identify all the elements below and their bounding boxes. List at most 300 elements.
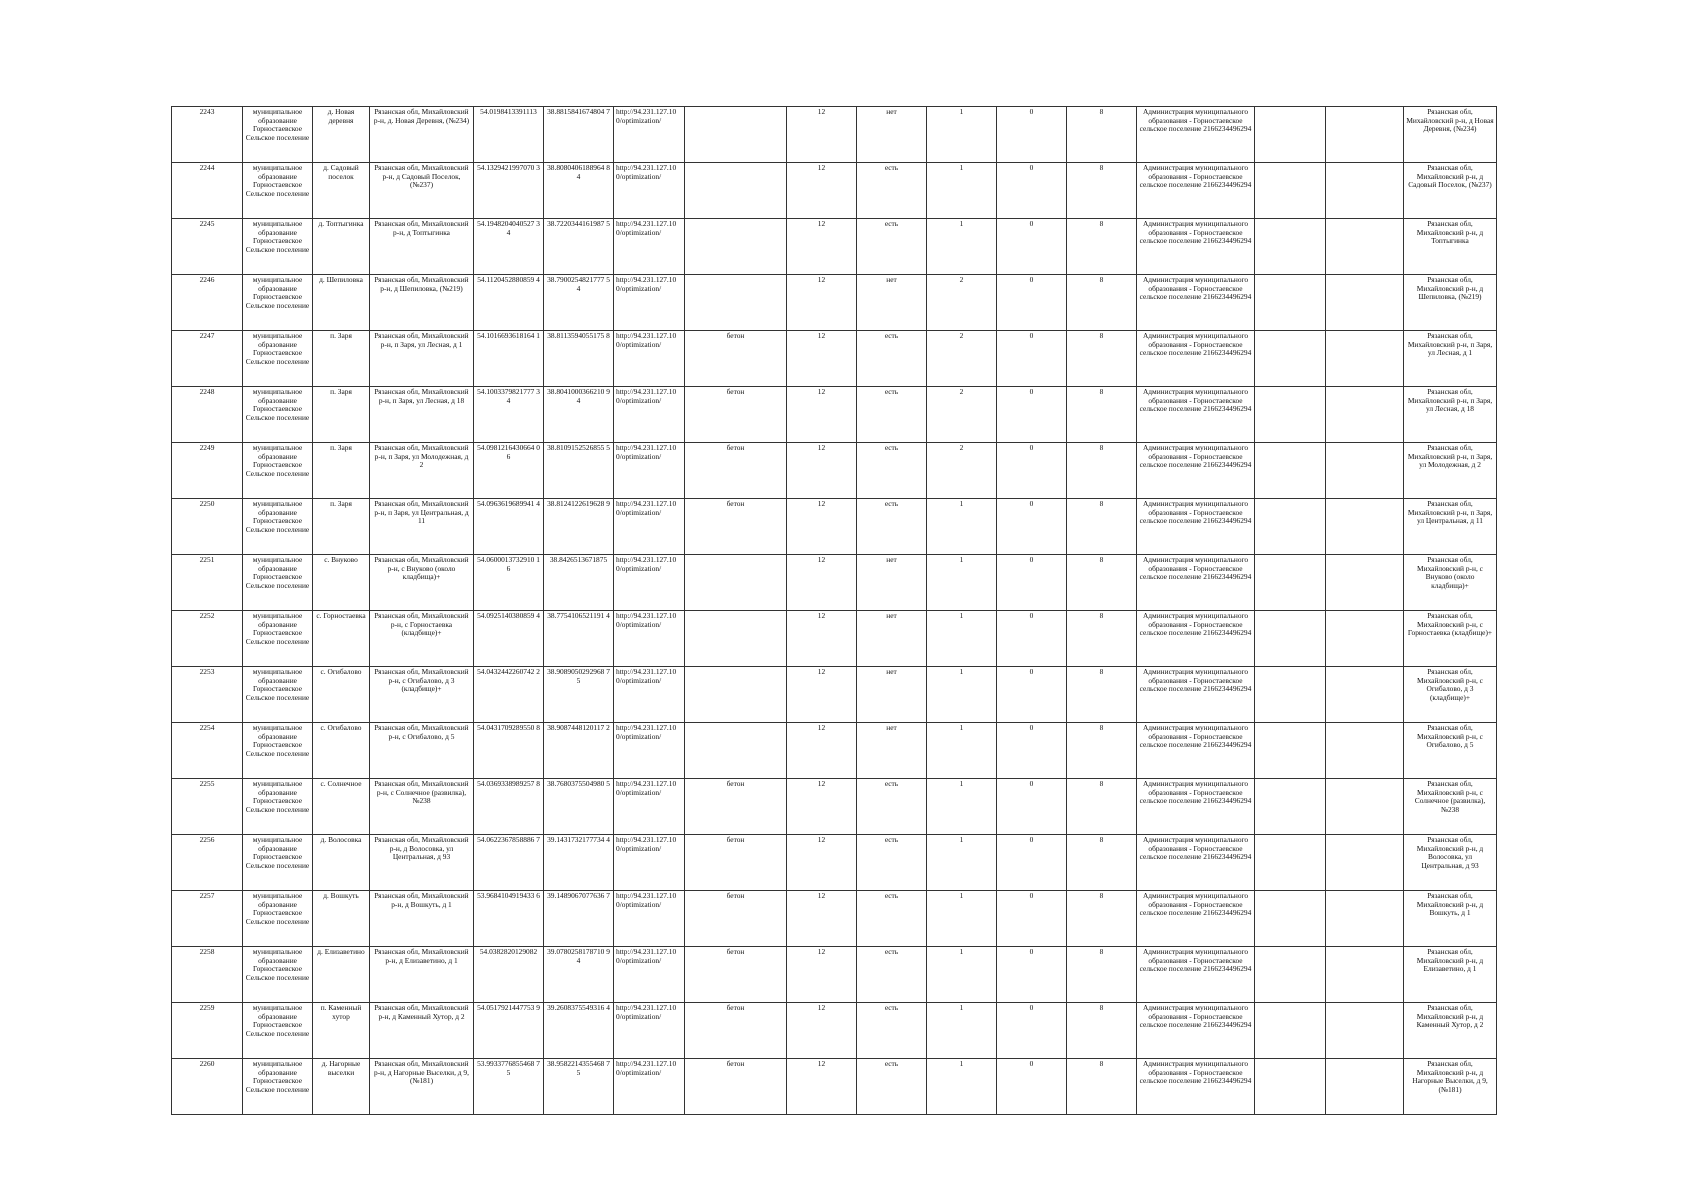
cell-lat: 54.0925140380859 4 [474,611,544,667]
cell-c2: 0 [997,555,1067,611]
cell-surf [685,611,787,667]
cell-surf: бетон [685,443,787,499]
cell-c2: 0 [997,443,1067,499]
table-row [172,107,1497,163]
cell-org: муниципальное образование Горностаевское Сельское поселение [243,1059,313,1115]
cell-num: 2253 [172,667,243,723]
cell-lat: 54.0600013732910 1 6 [474,555,544,611]
cell-area: 12 [787,1003,857,1059]
cell-place: д. Новая деревня [313,107,370,163]
cell-roof: есть [857,387,927,443]
cell-addr: Рязанская обл, Михайловский р-н, с Огибалово, д 3 (кладбище)+ [370,667,474,723]
cell-c2: 0 [997,219,1067,275]
cell-addr: Рязанская обл, Михайловский р-н, д Елизаветино, д 1 [370,947,474,1003]
cell-addr: Рязанская обл, Михайловский р-н, п Заря, ул Лесная, д 1 [370,331,474,387]
cell-area: 12 [787,723,857,779]
cell-org: муниципальное образование Горностаевское Сельское поселение [243,163,313,219]
cell-blank2 [1326,331,1404,387]
cell-owner: Администрация муниципального образования - Горностаевское сельское поселение 2166234496294 [1137,1003,1255,1059]
table-row [172,275,1497,331]
cell-num: 2247 [172,331,243,387]
cell-place: п. Каменный хутор [313,1003,370,1059]
cell-place: д. Волосовка [313,835,370,891]
cell-num: 2249 [172,443,243,499]
cell-lon: 38.8815841674804 7 [544,107,614,163]
cell-org: муниципальное образование Горностаевское Сельское поселение [243,667,313,723]
cell-lon: 38.9087448120117 2 [544,723,614,779]
cell-surf: бетон [685,387,787,443]
cell-c1: 1 [927,667,997,723]
cell-place: с. Внуково [313,555,370,611]
cell-addr: Рязанская обл, Михайловский р-н, д Нагорные Выселки, д 9, (№181) [370,1059,474,1115]
cell-place: д. Садовый поселок [313,163,370,219]
cell-lat: 54.0963619689941 4 [474,499,544,555]
cell-loc: Рязанская обл, Михайловский р-н, д Каменный Хутор, д 2 [1404,1003,1497,1059]
cell-blank1 [1255,443,1326,499]
cell-blank1 [1255,891,1326,947]
cell-loc: Рязанская обл, Михайловский р-н, д Шепиловка, (№219) [1404,275,1497,331]
cell-c2: 0 [997,835,1067,891]
cell-loc: Рязанская обл, Михайловский р-н, п Заря, ул Лесная, д 18 [1404,387,1497,443]
cell-c2: 0 [997,947,1067,1003]
cell-c1: 1 [927,891,997,947]
cell-blank1 [1255,555,1326,611]
cell-surf: бетон [685,779,787,835]
table-row [172,611,1497,667]
cell-place: д. Вошкуть [313,891,370,947]
cell-loc: Рязанская обл, Михайловский р-н, с Огибалово, д 3 (кладбище)+ [1404,667,1497,723]
cell-c3: 8 [1067,611,1137,667]
cell-org: муниципальное образование Горностаевское Сельское поселение [243,387,313,443]
cell-c2: 0 [997,275,1067,331]
cell-loc: Рязанская обл, Михайловский р-н, д Волосовка, ул Центральная, д 93 [1404,835,1497,891]
cell-c2: 0 [997,387,1067,443]
cell-lat: 54.0622367858886 7 [474,835,544,891]
cell-c3: 8 [1067,779,1137,835]
cell-surf [685,275,787,331]
cell-roof: есть [857,331,927,387]
cell-owner: Администрация муниципального образования - Горностаевское сельское поселение 2166234496294 [1137,779,1255,835]
cell-surf [685,219,787,275]
cell-loc: Рязанская обл, Михайловский р-н, п Заря, ул Молодежная, д 2 [1404,443,1497,499]
cell-c3: 8 [1067,891,1137,947]
cell-owner: Администрация муниципального образования - Горностаевское сельское поселение 2166234496294 [1137,947,1255,1003]
cell-c2: 0 [997,891,1067,947]
cell-surf: бетон [685,1059,787,1115]
cell-lat: 54.0369338989257 8 [474,779,544,835]
cell-org: муниципальное образование Горностаевское Сельское поселение [243,611,313,667]
cell-loc: Рязанская обл, Михайловский р-н, п Заря, ул Лесная, д 1 [1404,331,1497,387]
cell-c1: 1 [927,1003,997,1059]
cell-blank1 [1255,779,1326,835]
cell-url: http://94.231.127.10 0/optimization/ [614,219,685,275]
cell-num: 2248 [172,387,243,443]
cell-place: д. Елизаветино [313,947,370,1003]
cell-surf [685,723,787,779]
cell-lat: 54.0517921447753 9 [474,1003,544,1059]
cell-c2: 0 [997,667,1067,723]
cell-blank1 [1255,275,1326,331]
cell-c1: 1 [927,835,997,891]
cell-org: муниципальное образование Горностаевское Сельское поселение [243,275,313,331]
cell-addr: Рязанская обл, Михайловский р-н, п Заря, ул Лесная, д 18 [370,387,474,443]
cell-area: 12 [787,387,857,443]
cell-owner: Администрация муниципального образования - Горностаевское сельское поселение 2166234496294 [1137,723,1255,779]
cell-url: http://94.231.127.10 0/optimization/ [614,779,685,835]
cell-addr: Рязанская обл, Михайловский р-н, д Топтыгинка [370,219,474,275]
cell-c3: 8 [1067,331,1137,387]
cell-blank1 [1255,219,1326,275]
cell-surf [685,163,787,219]
cell-surf: бетон [685,947,787,1003]
cell-addr: Рязанская обл, Михайловский р-н, с Внуково (около кладбища)+ [370,555,474,611]
cell-addr: Рязанская обл, Михайловский р-н, д Каменный Хутор, д 2 [370,1003,474,1059]
cell-area: 12 [787,443,857,499]
cell-loc: Рязанская обл, Михайловский р-н, с Горностаевка (кладбище)+ [1404,611,1497,667]
cell-blank1 [1255,387,1326,443]
cell-blank1 [1255,947,1326,1003]
cell-owner: Администрация муниципального образования - Горностаевское сельское поселение 2166234496294 [1137,499,1255,555]
cell-org: муниципальное образование Горностаевское Сельское поселение [243,499,313,555]
cell-owner: Администрация муниципального образования - Горностаевское сельское поселение 2166234496294 [1137,555,1255,611]
cell-blank2 [1326,499,1404,555]
cell-loc: Рязанская обл, Михайловский р-н, с Огибалово, д 5 [1404,723,1497,779]
cell-blank1 [1255,667,1326,723]
cell-c2: 0 [997,499,1067,555]
cell-blank1 [1255,499,1326,555]
cell-url: http://94.231.127.10 0/optimization/ [614,443,685,499]
cell-blank1 [1255,107,1326,163]
cell-owner: Администрация муниципального образования - Горностаевское сельское поселение 2166234496294 [1137,835,1255,891]
cell-num: 2259 [172,1003,243,1059]
cell-org: муниципальное образование Горностаевское Сельское поселение [243,779,313,835]
cell-lon: 38.9582214355468 7 5 [544,1059,614,1115]
cell-area: 12 [787,555,857,611]
cell-org: муниципальное образование Горностаевское Сельское поселение [243,723,313,779]
cell-surf: бетон [685,835,787,891]
cell-blank2 [1326,555,1404,611]
cell-surf [685,555,787,611]
cell-surf: бетон [685,891,787,947]
cell-url: http://94.231.127.10 0/optimization/ [614,331,685,387]
cell-area: 12 [787,219,857,275]
cell-roof: есть [857,499,927,555]
cell-owner: Администрация муниципального образования - Горностаевское сельское поселение 2166234496294 [1137,443,1255,499]
cell-blank2 [1326,611,1404,667]
cell-lon: 38.7754106521191 4 [544,611,614,667]
cell-owner: Администрация муниципального образования - Горностаевское сельское поселение 2166234496294 [1137,891,1255,947]
cell-c2: 0 [997,1059,1067,1115]
cell-owner: Администрация муниципального образования - Горностаевское сельское поселение 2166234496294 [1137,1059,1255,1115]
cell-blank1 [1255,723,1326,779]
cell-addr: Рязанская обл, Михайловский р-н, д Садовый Поселок, (№237) [370,163,474,219]
cell-owner: Администрация муниципального образования - Горностаевское сельское поселение 2166234496294 [1137,275,1255,331]
cell-lon: 38.8080406188964 8 4 [544,163,614,219]
cell-c1: 1 [927,947,997,1003]
cell-place: д. Нагорные выселки [313,1059,370,1115]
cell-url: http://94.231.127.10 0/optimization/ [614,499,685,555]
table-row [172,443,1497,499]
cell-lon: 38.8426513671875 [544,555,614,611]
cell-roof: есть [857,163,927,219]
table-row [172,163,1497,219]
cell-roof: нет [857,107,927,163]
cell-c1: 1 [927,107,997,163]
cell-url: http://94.231.127.10 0/optimization/ [614,891,685,947]
cell-c1: 1 [927,163,997,219]
cell-addr: Рязанская обл, Михайловский р-н, д Волосовка, ул Центральная, д 93 [370,835,474,891]
cell-c2: 0 [997,331,1067,387]
cell-roof: есть [857,219,927,275]
cell-area: 12 [787,891,857,947]
cell-roof: нет [857,667,927,723]
cell-url: http://94.231.127.10 0/optimization/ [614,163,685,219]
cell-c3: 8 [1067,1059,1137,1115]
cell-roof: есть [857,779,927,835]
cell-url: http://94.231.127.10 0/optimization/ [614,1059,685,1115]
cell-num: 2260 [172,1059,243,1115]
cell-c1: 1 [927,1059,997,1115]
cell-roof: есть [857,891,927,947]
cell-roof: есть [857,835,927,891]
cell-org: муниципальное образование Горностаевское Сельское поселение [243,219,313,275]
cell-num: 2254 [172,723,243,779]
cell-url: http://94.231.127.10 0/optimization/ [614,723,685,779]
cell-area: 12 [787,107,857,163]
cell-surf [685,667,787,723]
cell-lat: 54.0981216430664 0 6 [474,443,544,499]
cell-blank2 [1326,835,1404,891]
cell-blank2 [1326,891,1404,947]
cell-c3: 8 [1067,219,1137,275]
cell-url: http://94.231.127.10 0/optimization/ [614,667,685,723]
cell-roof: есть [857,1059,927,1115]
cell-loc: Рязанская обл, Михайловский р-н, д Новая Деревня, (№234) [1404,107,1497,163]
cell-lat: 54.1003379821777 3 4 [474,387,544,443]
cell-lat: 54.0431709289550 8 [474,723,544,779]
cell-owner: Администрация муниципального образования - Горностаевское сельское поселение 2166234496294 [1137,611,1255,667]
cell-area: 12 [787,331,857,387]
cell-area: 12 [787,275,857,331]
cell-c1: 1 [927,499,997,555]
cell-lat: 54.0382820129082 [474,947,544,1003]
cell-blank2 [1326,107,1404,163]
cell-c3: 8 [1067,275,1137,331]
cell-c3: 8 [1067,387,1137,443]
cell-org: муниципальное образование Горностаевское Сельское поселение [243,331,313,387]
table-row [172,667,1497,723]
cell-blank2 [1326,443,1404,499]
cell-num: 2252 [172,611,243,667]
cell-lon: 38.8113594055175 8 [544,331,614,387]
cell-addr: Рязанская обл, Михайловский р-н, д Вошкуть, д 1 [370,891,474,947]
cell-area: 12 [787,835,857,891]
cell-owner: Администрация муниципального образования - Горностаевское сельское поселение 2166234496294 [1137,163,1255,219]
cell-lat: 54.1329421997070 3 [474,163,544,219]
cell-blank2 [1326,723,1404,779]
cell-org: муниципальное образование Горностаевское Сельское поселение [243,107,313,163]
cell-org: муниципальное образование Горностаевское Сельское поселение [243,1003,313,1059]
cell-place: п. Заря [313,387,370,443]
cell-c1: 1 [927,555,997,611]
cell-loc: Рязанская обл, Михайловский р-н, с Солнечное (развилка), №238 [1404,779,1497,835]
cell-c3: 8 [1067,555,1137,611]
cell-area: 12 [787,499,857,555]
cell-org: муниципальное образование Горностаевское Сельское поселение [243,555,313,611]
cell-roof: есть [857,1003,927,1059]
cell-blank1 [1255,1003,1326,1059]
cell-place: п. Заря [313,331,370,387]
cell-num: 2243 [172,107,243,163]
cell-blank2 [1326,1059,1404,1115]
cell-loc: Рязанская обл, Михайловский р-н, д Елизаветино, д 1 [1404,947,1497,1003]
table-row [172,1003,1497,1059]
cell-c3: 8 [1067,835,1137,891]
cell-area: 12 [787,947,857,1003]
cell-blank1 [1255,163,1326,219]
table-row [172,779,1497,835]
cell-blank2 [1326,779,1404,835]
cell-place: с. Огибалово [313,723,370,779]
cell-owner: Администрация муниципального образования - Горностаевское сельское поселение 2166234496294 [1137,331,1255,387]
cell-c1: 1 [927,723,997,779]
cell-loc: Рязанская обл, Михайловский р-н, с Внуково (около кладбища)+ [1404,555,1497,611]
cell-place: п. Заря [313,443,370,499]
cell-lon: 38.8124122619628 9 [544,499,614,555]
cell-lon: 38.8109152526855 5 [544,443,614,499]
cell-roof: нет [857,611,927,667]
cell-loc: Рязанская обл, Михайловский р-н, д Вошкуть, д 1 [1404,891,1497,947]
cell-lat: 54.1016693618164 1 [474,331,544,387]
cell-blank2 [1326,219,1404,275]
cell-area: 12 [787,779,857,835]
cell-c1: 2 [927,331,997,387]
cell-org: муниципальное образование Горностаевское Сельское поселение [243,891,313,947]
cell-url: http://94.231.127.10 0/optimization/ [614,387,685,443]
cell-place: с. Горностаевка [313,611,370,667]
cell-c3: 8 [1067,163,1137,219]
cell-c2: 0 [997,779,1067,835]
table-body [172,107,1497,1115]
cell-owner: Администрация муниципального образования - Горностаевское сельское поселение 2166234496294 [1137,107,1255,163]
cell-c3: 8 [1067,443,1137,499]
cell-c3: 8 [1067,723,1137,779]
cell-surf [685,107,787,163]
cell-blank2 [1326,947,1404,1003]
cell-org: муниципальное образование Горностаевское Сельское поселение [243,443,313,499]
cell-surf: бетон [685,499,787,555]
cell-url: http://94.231.127.10 0/optimization/ [614,835,685,891]
cell-lat: 54.0198413391113 [474,107,544,163]
cell-addr: Рязанская обл, Михайловский р-н, с Солнечное (развилка), №238 [370,779,474,835]
cell-blank2 [1326,163,1404,219]
cell-c3: 8 [1067,1003,1137,1059]
cell-lon: 38.7900254821777 5 4 [544,275,614,331]
cell-num: 2246 [172,275,243,331]
cell-addr: Рязанская обл, Михайловский р-н, п Заря, ул Молодежная, д 2 [370,443,474,499]
cell-c2: 0 [997,107,1067,163]
cell-c1: 2 [927,275,997,331]
cell-c2: 0 [997,1003,1067,1059]
cell-c3: 8 [1067,107,1137,163]
cell-lon: 39.0780258178710 9 4 [544,947,614,1003]
cell-place: с. Огибалово [313,667,370,723]
cell-roof: есть [857,443,927,499]
cell-area: 12 [787,163,857,219]
cell-c2: 0 [997,611,1067,667]
cell-lat: 53.9933776855468 7 5 [474,1059,544,1115]
cell-blank2 [1326,667,1404,723]
registry-table [171,106,1497,1115]
cell-c1: 2 [927,443,997,499]
cell-blank1 [1255,835,1326,891]
cell-surf: бетон [685,1003,787,1059]
cell-url: http://94.231.127.10 0/optimization/ [614,107,685,163]
table-row [172,891,1497,947]
cell-num: 2258 [172,947,243,1003]
cell-c1: 1 [927,219,997,275]
cell-place: д. Шепиловка [313,275,370,331]
cell-url: http://94.231.127.10 0/optimization/ [614,555,685,611]
cell-blank1 [1255,611,1326,667]
cell-lon: 38.7220344161987 5 [544,219,614,275]
cell-lon: 38.9089050292968 7 5 [544,667,614,723]
cell-roof: нет [857,275,927,331]
cell-num: 2245 [172,219,243,275]
cell-place: п. Заря [313,499,370,555]
cell-area: 12 [787,1059,857,1115]
cell-org: муниципальное образование Горностаевское Сельское поселение [243,835,313,891]
cell-c1: 1 [927,779,997,835]
cell-num: 2250 [172,499,243,555]
cell-lon: 38.7680375504980 5 [544,779,614,835]
cell-lat: 54.0432442260742 2 [474,667,544,723]
cell-blank2 [1326,1003,1404,1059]
table-row [172,219,1497,275]
cell-url: http://94.231.127.10 0/optimization/ [614,275,685,331]
cell-blank2 [1326,387,1404,443]
cell-owner: Администрация муниципального образования - Горностаевское сельское поселение 2166234496294 [1137,387,1255,443]
cell-org: муниципальное образование Горностаевское Сельское поселение [243,947,313,1003]
cell-loc: Рязанская обл, Михайловский р-н, п Заря, ул Центральная, д 11 [1404,499,1497,555]
cell-c2: 0 [997,163,1067,219]
cell-num: 2257 [172,891,243,947]
table-row [172,555,1497,611]
table-row [172,947,1497,1003]
cell-loc: Рязанская обл, Михайловский р-н, д Топтыгинка [1404,219,1497,275]
cell-roof: есть [857,947,927,1003]
cell-c3: 8 [1067,667,1137,723]
cell-c3: 8 [1067,947,1137,1003]
cell-num: 2256 [172,835,243,891]
cell-num: 2255 [172,779,243,835]
cell-addr: Рязанская обл, Михайловский р-н, с Огибалово, д 5 [370,723,474,779]
cell-addr: Рязанская обл, Михайловский р-н, д. Новая Деревня, (№234) [370,107,474,163]
cell-roof: нет [857,555,927,611]
cell-loc: Рязанская обл, Михайловский р-н, д Нагорные Выселки, д 9, (№181) [1404,1059,1497,1115]
cell-url: http://94.231.127.10 0/optimization/ [614,611,685,667]
cell-c2: 0 [997,723,1067,779]
cell-lat: 53.9684104919433 6 [474,891,544,947]
table-row [172,723,1497,779]
cell-roof: нет [857,723,927,779]
cell-blank2 [1326,275,1404,331]
cell-lon: 39.2608375549316 4 [544,1003,614,1059]
cell-blank1 [1255,331,1326,387]
cell-lon: 38.8041000366210 9 4 [544,387,614,443]
cell-owner: Администрация муниципального образования - Горностаевское сельское поселение 2166234496294 [1137,219,1255,275]
cell-place: д. Топтыгинка [313,219,370,275]
